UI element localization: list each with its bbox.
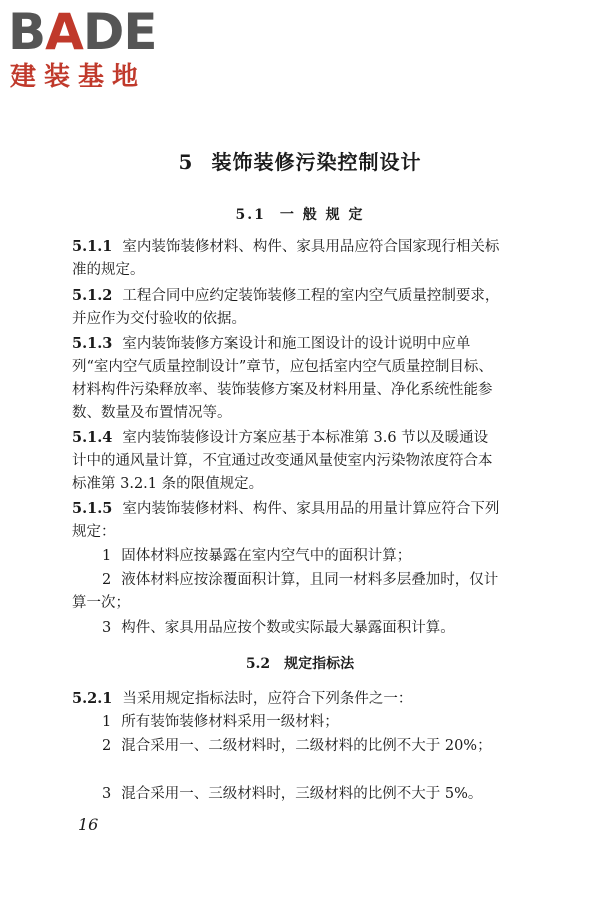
- clause-5-1-2: [72, 284, 502, 331]
- item-number: 2: [102, 738, 112, 754]
- clause-text: 室内装饰装修材料、构件、家具用品应符合国家现行相关标准的规定。: [72, 239, 500, 278]
- watermark-letters-b: B: [8, 3, 46, 61]
- item-number: 1: [102, 548, 112, 564]
- list-item: [72, 545, 502, 568]
- item-text: 固体材料应按暴露在室内空气中的面积计算；: [121, 548, 412, 564]
- item-number: 2: [102, 572, 112, 588]
- clause-number: 5.1.3: [72, 335, 113, 352]
- section-title: 一 般 规 定: [279, 207, 365, 223]
- chapter-title-text: 装饰装修污染控制设计: [211, 150, 422, 174]
- item-number: 1: [102, 714, 112, 730]
- item-text: 混合采用一、二级材料时，二级材料的比例不大于 20%；: [121, 738, 492, 754]
- list-item: [72, 617, 502, 640]
- clause-5-1-1: [72, 235, 502, 282]
- clause-number: 5.1.1: [72, 238, 113, 255]
- item-text: 构件、家具用品应按个数或实际最大暴露面积计算。: [121, 620, 455, 636]
- item-text: 液体材料应按涂覆面积计算，且同一材料多层叠加时，仅计算一次；: [72, 572, 499, 611]
- item-text: 混合采用一、三级材料时，三级材料的比例不大于 5%。: [121, 786, 483, 802]
- chapter-title: [0, 146, 600, 175]
- item-number: 3: [102, 786, 112, 802]
- clause-text: 室内装饰装修设计方案应基于本标准第 3.6 节以及暖通设计中的通风量计算，不宜通过改变通风量使室内污染物浓度符合本标准第 3.2.1 条的限值规定。: [72, 430, 493, 492]
- watermark-letter-a: A: [45, 3, 83, 61]
- list-item: [72, 711, 502, 734]
- section-heading-5-2: [0, 653, 600, 673]
- item-number: 3: [102, 620, 112, 636]
- section-heading-5-1: [0, 204, 600, 224]
- clause-5-1-3: [72, 332, 502, 425]
- clause-text: 室内装饰装修方案设计和施工图设计的设计说明中应单列“室内空气质量控制设计”章节，应包括室内空气质量控制目标、材料构件污染释放率、装饰装修方案及材料用量、净化系统性能参数、数量及布置情况等。: [72, 336, 493, 421]
- watermark-cjk-text: 建装基地: [10, 62, 147, 92]
- item-text: 所有装饰装修材料采用一级材料；: [121, 714, 339, 730]
- clause-text: 当采用规定指标法时，应符合下列条件之一：: [122, 691, 413, 707]
- chapter-number: 5: [178, 150, 194, 174]
- clause-number: 5.2.1: [72, 690, 113, 707]
- clause-number: 5.1.2: [72, 287, 113, 304]
- clause-5-2-1: [72, 687, 502, 711]
- clause-number: 5.1.5: [72, 500, 113, 517]
- clause-number: 5.1.4: [72, 429, 113, 446]
- clause-5-1-4: [72, 426, 502, 496]
- list-item: [72, 569, 502, 615]
- clause-text: 工程合同中应约定装饰装修工程的室内空气质量控制要求，并应作为交付验收的依据。: [72, 288, 500, 327]
- list-item: [72, 735, 502, 758]
- list-item: [72, 783, 502, 806]
- bade-watermark-logo: [8, 4, 178, 96]
- section-title: 规定指标法: [284, 656, 355, 672]
- page-number: 16: [78, 815, 99, 834]
- watermark-latin-text: [8, 4, 157, 60]
- watermark-letters-de: DE: [82, 3, 157, 61]
- section-number: 5.1: [235, 207, 266, 223]
- clause-5-1-5: [72, 497, 502, 544]
- clause-text: 室内装饰装修材料、构件、家具用品的用量计算应符合下列规定：: [72, 501, 500, 540]
- section-number: 5.2: [245, 656, 271, 672]
